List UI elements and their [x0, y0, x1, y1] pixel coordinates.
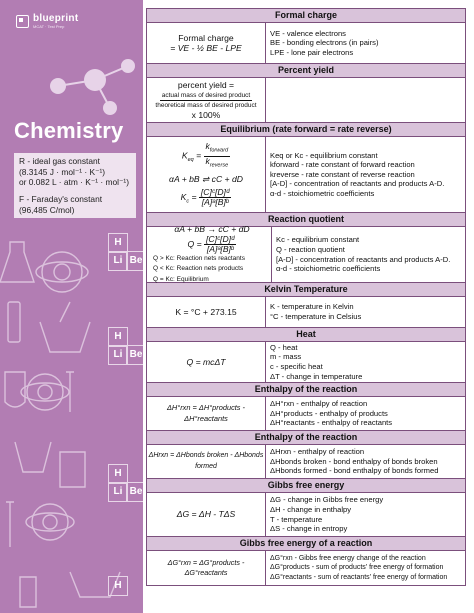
definition: °C - temperature in Celsius	[270, 312, 362, 321]
definition: ΔT - change in temperature	[270, 371, 363, 381]
section-title-enthalpy-bonds: Enthalpy of the reaction	[147, 431, 465, 445]
condition: Q < Kc: Reaction nets products	[153, 265, 244, 272]
row-enthalpy	[147, 397, 465, 431]
definition: m - mass	[270, 352, 302, 362]
keq-fraction	[204, 142, 231, 170]
constant-line: (8.3145 J · mol⁻¹ · K⁻¹)	[19, 166, 106, 177]
definition: ΔHrxn - enthalpy of reaction	[270, 447, 365, 457]
row-heat	[147, 342, 465, 383]
definition: kreverse - rate constant of reverse reaction	[270, 169, 415, 179]
definitions-equilibrium	[266, 137, 465, 212]
q-symbol: Q =	[187, 238, 202, 249]
condition: Q > Kc: Reaction nets reactants	[153, 254, 245, 262]
definition: [A-D] - concentration of reactants and products A-D.	[276, 254, 451, 264]
definition: ΔG°rxn - Gibbs free energy change of the reaction	[270, 554, 426, 562]
equation-percent-yield	[147, 78, 266, 122]
definition: ΔHbonds broken - bond enthalpy of bonds broken	[270, 456, 438, 466]
section-title-percent-yield: Percent yield	[147, 64, 465, 78]
periodic-tile: H	[108, 576, 128, 596]
constant-line: or 0.082 L · atm · K⁻¹ · mol⁻¹)	[19, 177, 129, 187]
periodic-tile: Li	[108, 482, 128, 502]
constant-line: R - ideal gas constant	[19, 156, 101, 166]
equation-reaction-quotient	[147, 224, 272, 283]
constant-line: F - Faraday's constant	[19, 194, 103, 204]
definition: Q - reaction quotient	[276, 244, 345, 254]
row-enthalpy-bonds	[147, 445, 465, 479]
definition: LPE - lone pair electrons	[270, 47, 354, 57]
fraction-denominator: [A]ᵃ[B]ᵇ	[201, 196, 229, 207]
q-expression	[188, 235, 237, 254]
definition: ΔH°reactants - enthalpy of reactants	[270, 418, 393, 428]
section-title-heat: Heat	[147, 328, 465, 342]
definition: ΔH°products - enthalpy of products	[270, 408, 388, 418]
definition: Q - heat	[270, 342, 298, 352]
periodic-tile: Be	[126, 251, 143, 271]
equation-enthalpy: ΔH°rxn = ΔH°products - ΔH°reactants	[147, 397, 266, 430]
yield-fraction	[153, 91, 258, 110]
row-kelvin	[147, 297, 465, 328]
equation-kelvin: K = °C + 273.15	[147, 297, 266, 327]
definition: kforward - rate constant of forward reaction	[270, 160, 415, 170]
periodic-tile: H	[108, 233, 128, 253]
keq-subscript: eq	[187, 157, 194, 164]
equation-equilibrium	[147, 137, 266, 212]
subject-title: Chemistry	[14, 118, 124, 143]
periodic-tile: Li	[108, 345, 128, 365]
q-fraction	[204, 235, 236, 254]
definition: ΔS - change in entropy	[270, 524, 348, 534]
kc-expression: $K_c$ = $\frac{\text{[C]ᶜ[D]ᵈ}}{\text{[A]ᵃ[B]ᵇ}}$	[180, 186, 230, 207]
periodic-tile: H	[108, 327, 128, 347]
definition: ΔHbonds formed - bond enthalpy of bonds formed	[270, 466, 439, 476]
definition: α-d - stoichiometric coefficients	[276, 264, 381, 274]
brand-tagline: MCAT · Test Prep	[33, 24, 65, 29]
eq-label: Formal charge	[178, 32, 234, 43]
definitions-heat	[266, 342, 465, 382]
definition: Kc - equilibrium constant	[276, 235, 360, 245]
section-title-reaction-quotient: Reaction quotient	[147, 213, 465, 227]
definitions-gibbs-reaction	[266, 551, 465, 585]
definition: K - temperature in Kelvin	[270, 302, 354, 312]
logo-mark-icon	[16, 15, 29, 28]
equation-gibbs-reaction: ΔG°rxn = ΔG°products - ΔG°reactants	[147, 551, 266, 585]
equation-enthalpy-bonds: ΔHrxn = ΔHbonds broken - ΔHbonds formed	[147, 445, 266, 478]
brand-logo	[16, 14, 78, 29]
definitions-enthalpy	[266, 397, 465, 430]
section-title-formal-charge: Formal charge	[147, 9, 465, 23]
periodic-tile: Be	[126, 345, 143, 365]
eq-multiplier: x 100%	[191, 109, 221, 120]
row-reaction-quotient	[147, 224, 465, 283]
equation-heat: Q = mcΔT	[147, 342, 266, 382]
definition: BE - bonding electrons (in pairs)	[270, 38, 379, 48]
definition: ΔG - change in Gibbs free energy	[270, 495, 384, 505]
fraction-numerator: actual mass of desired product	[161, 91, 251, 99]
section-title-kelvin: Kelvin Temperature	[147, 283, 465, 297]
definitions-formal-charge	[266, 23, 465, 63]
kc-symbol: K	[180, 191, 187, 202]
definitions-enthalpy-bonds	[266, 445, 465, 478]
fraction-numerator: [C]ᶜ[D]ᵈ	[206, 233, 235, 244]
keq-expression: $K_{eq}$ = $\frac{k_{forward}}{k_{reverse}}$	[181, 141, 229, 169]
reaction-equation: αA + bB ⇌ cC + dD	[169, 174, 243, 185]
fraction-denominator: [A]ᵃ[B]ᵇ	[206, 243, 234, 254]
row-gibbs	[147, 493, 465, 537]
kf-symbol: k	[205, 141, 210, 152]
formula-sheet	[146, 8, 466, 586]
section-title-equilibrium: Equilibrium (rate forward = rate reverse)	[147, 123, 465, 137]
definition: Keq or Kc - equilibrium constant	[270, 150, 378, 160]
definition: c - specific heat	[270, 362, 323, 371]
periodic-tile: Be	[126, 482, 143, 502]
definitions-kelvin	[266, 297, 465, 327]
periodic-tile: Li	[108, 251, 128, 271]
definitions-percent-yield	[266, 78, 465, 122]
definition: ΔG°products - sum of products' free energy of formation	[270, 564, 444, 572]
kc-fraction	[199, 188, 231, 207]
row-formal-charge	[147, 23, 465, 64]
section-title-gibbs-reaction: Gibbs free energy of a reaction	[147, 537, 465, 551]
constant-r	[14, 153, 136, 191]
reaction-equation: αA + bB → cC + dD	[174, 224, 250, 234]
definitions-reaction-quotient	[272, 227, 465, 282]
fraction-denominator: theoretical mass of desired product	[155, 101, 257, 109]
row-gibbs-reaction	[147, 551, 465, 586]
definition: α-d - stoichiometric coefficients	[270, 188, 375, 198]
definitions-gibbs	[266, 493, 465, 536]
lab-equipment-illustration	[0, 232, 143, 613]
constant-line: (96,485 C/mol)	[19, 204, 75, 215]
brand-name: blueprint	[33, 13, 79, 24]
keq-symbol: K	[181, 150, 188, 161]
equation-formal-charge	[147, 23, 266, 63]
section-title-gibbs: Gibbs free energy	[147, 479, 465, 493]
kc-subscript: c	[186, 198, 190, 205]
equation-gibbs: ΔG = ΔH - TΔS	[147, 493, 266, 536]
definition: ΔG°reactants - sum of reactants' free energy of formation	[270, 573, 448, 581]
row-percent-yield	[147, 78, 465, 123]
section-title-enthalpy: Enthalpy of the reaction	[147, 383, 465, 397]
kr-subscript: reverse	[209, 162, 229, 169]
periodic-tile: H	[108, 464, 128, 484]
sidebar	[0, 0, 143, 613]
definition: VE - valence electrons	[270, 28, 346, 38]
row-equilibrium	[147, 137, 465, 213]
definition: [A-D] - concentration of reactants and products A-D.	[270, 179, 445, 189]
definition: ΔH - change in enthalpy	[270, 504, 352, 514]
condition: Q = Kc: Equilibrium	[153, 275, 209, 283]
definition: T - temperature	[270, 514, 323, 524]
eq-label: percent yield =	[177, 80, 235, 90]
kf-subscript: forward	[209, 147, 229, 154]
kr-symbol: k	[205, 155, 210, 166]
eq-body: = VE - ½ BE - LPE	[170, 43, 242, 53]
molecule-icon	[40, 38, 140, 118]
fraction-numerator: [C]ᶜ[D]ᵈ	[200, 186, 230, 197]
constant-f	[14, 191, 136, 218]
definition: ΔH°rxn - enthalpy of reaction	[270, 399, 368, 409]
